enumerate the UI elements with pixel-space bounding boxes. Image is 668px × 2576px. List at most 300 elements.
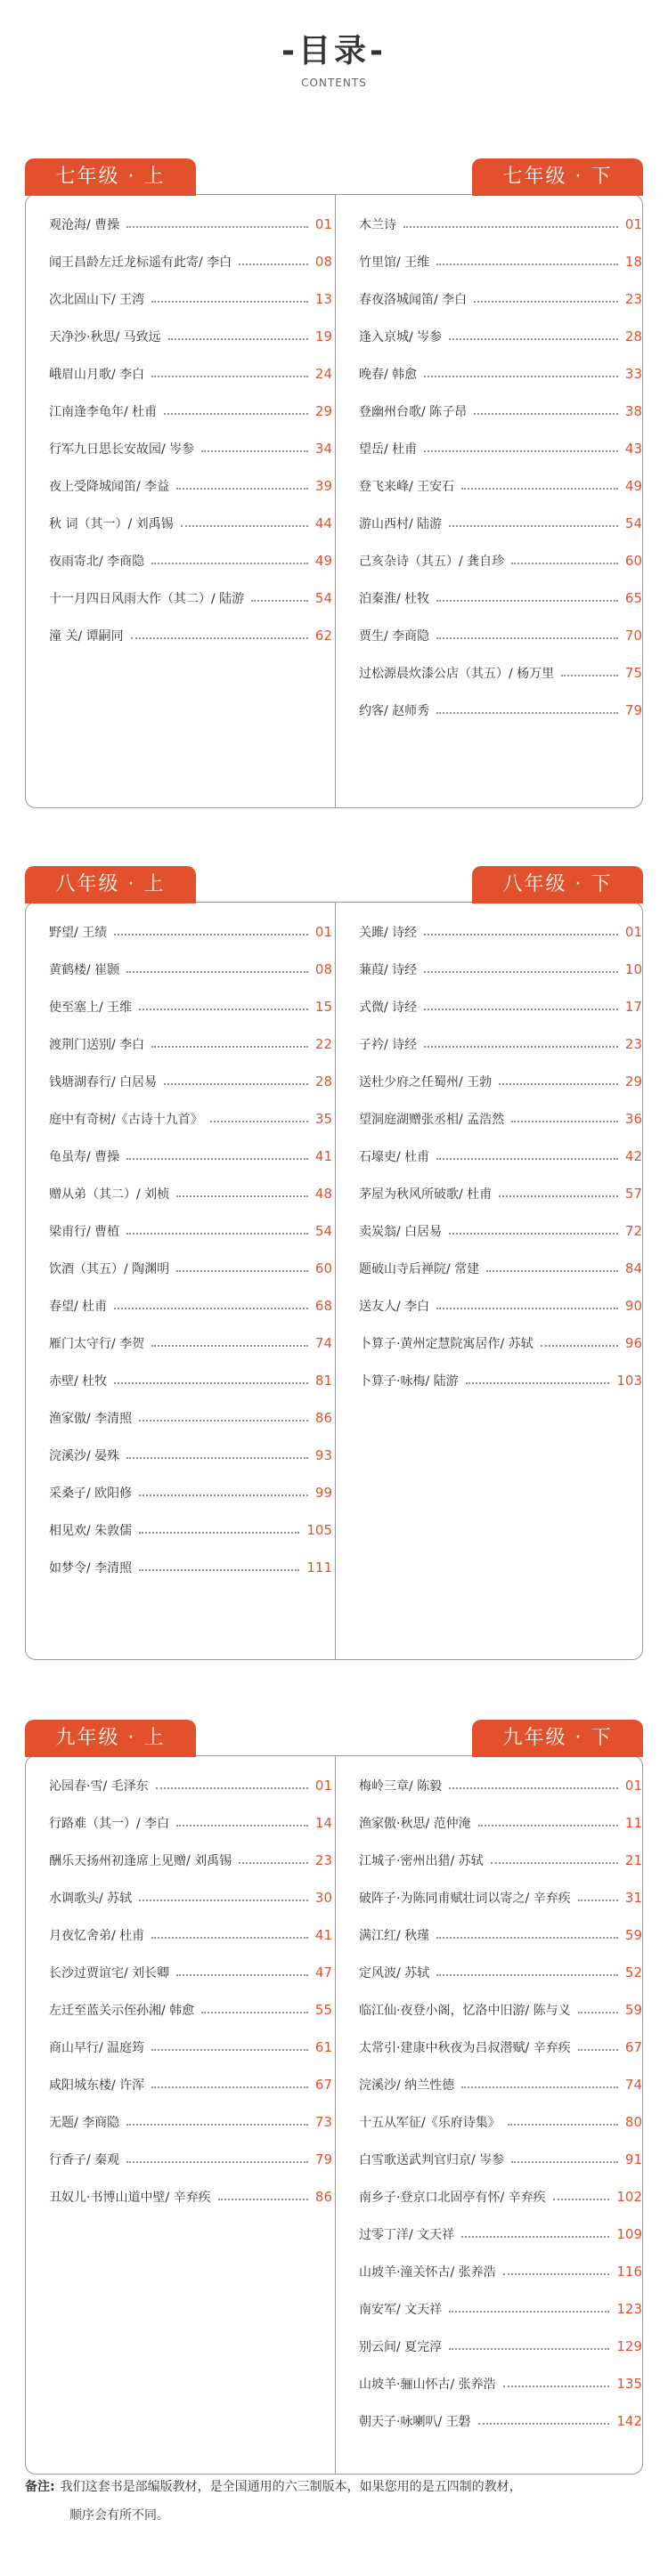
dot-leader	[436, 1158, 618, 1160]
toc-entry[interactable]	[49, 1446, 332, 1465]
toc-entry[interactable]	[359, 1146, 642, 1166]
page-number: 72	[624, 1223, 642, 1239]
toc-entry[interactable]	[359, 289, 642, 309]
dot-leader	[436, 600, 618, 602]
dot-leader	[139, 1532, 299, 1534]
dot-leader	[139, 1009, 308, 1010]
toc-entry[interactable]	[359, 1333, 642, 1353]
entry-title: 南乡子·登京口北固亭有怀/ 辛弃疾	[359, 2191, 546, 2205]
dot-leader	[436, 712, 618, 714]
page-number: 59	[624, 1927, 642, 1943]
toc-entry[interactable]	[49, 1813, 332, 1833]
toc-entry[interactable]	[359, 1963, 642, 1982]
dot-leader	[461, 2236, 609, 2238]
dot-leader	[251, 600, 308, 602]
dot-leader	[424, 376, 618, 377]
page-number: 01	[624, 1778, 642, 1794]
dot-leader	[491, 1862, 618, 1864]
entry-title: 逢入京城/ 岑参	[359, 330, 443, 344]
entry-title: 商山早行/ 温庭筠	[49, 2041, 145, 2055]
page-number: 65	[624, 590, 642, 606]
entry-title: 卜算子·咏梅/ 陆游	[359, 1374, 459, 1389]
page-number: 135	[616, 2376, 642, 2392]
entry-title: 浣溪沙/ 晏殊	[49, 1449, 120, 1463]
entry-title: 茅屋为秋风所破歌/ 杜甫	[359, 1187, 493, 1202]
toc-entry[interactable]	[49, 401, 332, 421]
entry-title: 过零丁洋/ 文天祥	[359, 2228, 455, 2242]
toc-entry[interactable]	[49, 1558, 332, 1577]
page-number: 68	[314, 1298, 332, 1314]
page-number: 24	[314, 366, 332, 382]
toc-entry[interactable]	[49, 1259, 332, 1278]
dot-leader	[151, 301, 308, 303]
page-number: 52	[624, 1964, 642, 1981]
toc-entry[interactable]	[359, 2112, 642, 2132]
toc-entry[interactable]	[49, 1776, 332, 1795]
dot-leader	[139, 1420, 308, 1422]
dot-leader	[511, 563, 618, 564]
page-number: 01	[314, 1778, 332, 1794]
page-number: 79	[624, 702, 642, 718]
dot-leader	[131, 637, 308, 639]
toc-entry[interactable]	[49, 2075, 332, 2094]
grade-tab-upper: 七年级 · 上	[25, 158, 196, 196]
toc-entry[interactable]	[359, 1851, 642, 1870]
dot-leader	[201, 2012, 308, 2013]
grade-tab-lower: 九年级 · 下	[472, 1720, 643, 1757]
toc-entry[interactable]	[359, 1221, 642, 1241]
toc-entry[interactable]	[49, 1184, 332, 1203]
toc-entry[interactable]	[49, 289, 332, 309]
page-number: 74	[314, 1335, 332, 1351]
page-number: 29	[624, 1073, 642, 1090]
dot-leader	[210, 1121, 308, 1122]
entry-title: 饮酒（其五）/ 陶渊明	[49, 1262, 170, 1276]
toc-entry[interactable]	[359, 1109, 642, 1129]
toc-entry[interactable]	[359, 2374, 642, 2394]
entry-title: 无题/ 李商隐	[49, 2116, 120, 2130]
entry-title: 赠从弟（其二）/ 刘桢	[49, 1187, 170, 1202]
toc-entry[interactable]	[49, 514, 332, 533]
toc-entry[interactable]	[359, 2000, 642, 2020]
dot-leader	[176, 1974, 308, 1976]
toc-entry[interactable]	[359, 701, 642, 720]
toc-entry[interactable]	[49, 1371, 332, 1390]
toc-entry[interactable]	[49, 2112, 332, 2132]
entry-title: 咸阳城东楼/ 许浑	[49, 2078, 145, 2093]
dot-leader	[181, 525, 308, 527]
toc-entry[interactable]	[359, 588, 642, 608]
entry-title: 雁门太守行/ 李贺	[49, 1337, 145, 1351]
dot-leader	[424, 1046, 618, 1048]
entry-title: 卜算子·黄州定慧院寓居作/ 苏轼	[359, 1337, 534, 1351]
page-number: 08	[314, 254, 332, 270]
column-divider	[335, 195, 336, 807]
toc-entry[interactable]	[49, 1109, 332, 1129]
page-number: 01	[314, 924, 332, 940]
entry-title: 渡荆门送别/ 李白	[49, 1038, 145, 1052]
page-number: 60	[624, 553, 642, 569]
toc-entry[interactable]	[49, 215, 332, 234]
toc-entry[interactable]	[49, 2037, 332, 2057]
dot-leader	[553, 2199, 610, 2200]
toc-entry[interactable]	[49, 1296, 332, 1316]
page-number: 08	[314, 961, 332, 977]
page-number: 86	[314, 1410, 332, 1426]
page-number: 62	[314, 628, 332, 644]
entry-title: 满江红/ 秋瑾	[359, 1929, 430, 1943]
toc-entry[interactable]	[49, 997, 332, 1017]
toc-entry[interactable]	[49, 2000, 332, 2020]
dot-leader	[449, 525, 618, 527]
dot-leader	[126, 2124, 308, 2126]
toc-entry[interactable]	[49, 1333, 332, 1353]
page-title: -目录-	[281, 33, 387, 69]
page-number: 44	[314, 515, 332, 531]
page-number: 67	[314, 2077, 332, 2093]
entry-title: 送杜少府之任蜀州/ 王勃	[359, 1075, 493, 1090]
dot-leader	[139, 1495, 308, 1496]
toc-entry[interactable]	[359, 2262, 642, 2281]
entry-title: 送友人/ 李白	[359, 1300, 430, 1314]
page-number: 70	[624, 628, 642, 644]
toc-entry[interactable]	[49, 922, 332, 942]
toc-entry[interactable]	[359, 2150, 642, 2169]
toc-entry[interactable]	[359, 1888, 642, 1908]
entry-title: 天净沙·秋思/ 马致远	[49, 330, 161, 344]
page-number: 19	[314, 328, 332, 344]
entry-title: 野望/ 王绩	[49, 926, 108, 940]
entry-title: 左迁至蓝关示侄孙湘/ 韩愈	[49, 2004, 195, 2018]
page-number: 30	[314, 1890, 332, 1906]
toc-entry[interactable]	[359, 2411, 642, 2431]
page-subtitle: CONTENTS	[301, 77, 367, 89]
toc-box	[25, 194, 643, 808]
entry-title: 行路难（其一）/ 李白	[49, 1817, 170, 1831]
toc-entry[interactable]	[359, 1813, 642, 1833]
page-number: 91	[624, 2151, 642, 2167]
dot-leader	[126, 971, 308, 973]
dot-leader	[578, 1900, 618, 1901]
toc-entry[interactable]	[359, 1296, 642, 1316]
toc-entry[interactable]	[49, 960, 332, 979]
toc-entry[interactable]	[359, 401, 642, 421]
dot-leader	[201, 450, 308, 452]
toc-entry[interactable]	[359, 327, 642, 346]
page-number: 105	[306, 1522, 332, 1538]
dot-leader	[578, 2049, 618, 2051]
toc-entry[interactable]	[49, 1483, 332, 1503]
dot-leader	[176, 1825, 308, 1827]
dot-leader	[541, 1345, 618, 1347]
toc-entry[interactable]	[359, 922, 642, 942]
dot-leader	[508, 2124, 618, 2126]
entry-title: 登幽州台歌/ 陈子昂	[359, 405, 468, 419]
page-number: 99	[314, 1485, 332, 1501]
toc-entry[interactable]	[49, 1520, 332, 1540]
toc-entry[interactable]	[359, 1371, 642, 1390]
page-number: 29	[314, 403, 332, 419]
entry-title: 酬乐天扬州初逢席上见赠/ 刘禹锡	[49, 1854, 232, 1868]
entry-title: 子衿/ 诗经	[359, 1038, 418, 1052]
grade-tab-lower: 七年级 · 下	[472, 158, 643, 196]
entry-title: 龟虽寿/ 曹操	[49, 1150, 120, 1164]
dot-leader	[139, 1900, 308, 1901]
entry-title: 望洞庭湖赠张丞相/ 孟浩然	[359, 1113, 505, 1127]
dot-leader	[449, 1787, 618, 1789]
entry-title: 采桑子/ 欧阳修	[49, 1486, 133, 1501]
toc-section-1	[25, 158, 643, 808]
dot-leader	[126, 1457, 308, 1459]
dot-leader	[499, 1083, 618, 1085]
toc-entry[interactable]	[49, 1034, 332, 1054]
toc-entry[interactable]	[359, 1184, 642, 1203]
page-number: 17	[624, 999, 642, 1015]
entry-title: 江城子·密州出猎/ 苏轼	[359, 1854, 484, 1868]
toc-entry[interactable]	[49, 327, 332, 346]
dot-leader	[449, 338, 618, 340]
toc-entry[interactable]	[49, 1925, 332, 1945]
toc-entry[interactable]	[359, 364, 642, 384]
entry-title: 题破山寺后禅院/ 常建	[359, 1262, 480, 1276]
toc-entry[interactable]	[359, 439, 642, 458]
dot-leader	[578, 2012, 618, 2013]
dot-leader	[449, 2311, 609, 2313]
entry-title: 南安军/ 文天祥	[359, 2303, 443, 2317]
grade-tab-upper: 九年级 · 上	[25, 1720, 196, 1757]
page-number: 34	[314, 441, 332, 457]
page-number: 23	[624, 1036, 642, 1052]
dot-leader	[449, 2348, 609, 2350]
entry-title: 梅岭三章/ 陈毅	[359, 1779, 443, 1794]
dot-leader	[156, 1787, 308, 1789]
toc-entry[interactable]	[49, 1963, 332, 1982]
toc-entry[interactable]	[359, 1259, 642, 1278]
dot-leader	[424, 1009, 618, 1010]
toc-entry[interactable]	[49, 2150, 332, 2169]
page-number: 96	[624, 1335, 642, 1351]
dot-leader	[239, 1862, 308, 1864]
toc-entry[interactable]	[359, 476, 642, 496]
dot-leader	[474, 413, 618, 415]
page-number: 103	[616, 1373, 642, 1389]
toc-entry[interactable]	[49, 1888, 332, 1908]
entry-title: 临江仙·夜登小阁，忆洛中旧游/ 陈与义	[359, 2004, 571, 2018]
footnote	[25, 2473, 643, 2530]
page-number: 54	[624, 515, 642, 531]
toc-section-3	[25, 1720, 643, 2475]
toc-entry[interactable]	[359, 2299, 642, 2319]
page-number: 73	[314, 2114, 332, 2130]
toc-entry[interactable]	[359, 1072, 642, 1091]
entry-title: 约客/ 赵师秀	[359, 704, 430, 718]
entry-title: 行香子/ 秦观	[49, 2153, 120, 2167]
toc-entry[interactable]	[359, 215, 642, 234]
page-number: 41	[314, 1148, 332, 1164]
page-number: 15	[314, 999, 332, 1015]
dot-leader	[114, 934, 308, 936]
toc-entry[interactable]	[359, 1925, 642, 1945]
page-number: 59	[624, 2002, 642, 2018]
page-number: 28	[314, 1073, 332, 1090]
page-number: 18	[624, 254, 642, 270]
page-number: 42	[624, 1148, 642, 1164]
page-number: 81	[314, 1373, 332, 1389]
dot-leader	[436, 637, 618, 639]
dot-leader	[478, 2423, 610, 2425]
toc-entry[interactable]	[49, 1221, 332, 1241]
page-number: 61	[314, 2039, 332, 2055]
entry-title: 春夜洛城闻笛/ 李白	[359, 293, 468, 307]
dot-leader	[168, 338, 308, 340]
page-number: 13	[314, 291, 332, 307]
entry-title: 黄鹤楼/ 崔颢	[49, 963, 120, 977]
entry-title: 使至塞上/ 王维	[49, 1000, 133, 1015]
page-number: 102	[616, 2189, 642, 2205]
dot-leader	[561, 675, 618, 676]
toc-entry[interactable]	[359, 997, 642, 1017]
entry-title: 过松源晨炊漆公店（其五）/ 杨万里	[359, 667, 555, 681]
grade-tab-lower: 八年级 · 下	[472, 866, 643, 903]
entry-title: 晚春/ 韩愈	[359, 368, 418, 382]
page-number: 10	[624, 961, 642, 977]
column-divider	[335, 1756, 336, 2474]
page-number: 54	[314, 1223, 332, 1239]
entry-title: 游山西村/ 陆游	[359, 517, 443, 531]
entry-title: 闻王昌龄左迁龙标遥有此寄/ 李白	[49, 255, 232, 270]
dot-leader	[126, 1158, 308, 1160]
toc-entry[interactable]	[49, 1072, 332, 1091]
dot-leader	[503, 2273, 610, 2275]
dot-leader	[503, 2386, 610, 2387]
page-number: 67	[624, 2039, 642, 2055]
toc-entry[interactable]	[359, 626, 642, 645]
toc-entry[interactable]	[359, 2337, 642, 2356]
toc-entry[interactable]	[359, 960, 642, 979]
page-number: 84	[624, 1260, 642, 1276]
dot-leader	[164, 413, 308, 415]
page-number: 01	[314, 216, 332, 232]
toc-entry[interactable]	[49, 252, 332, 271]
page-number: 129	[616, 2338, 642, 2354]
page-number: 14	[314, 1815, 332, 1831]
dot-leader	[466, 1382, 610, 1384]
toc-entry[interactable]	[49, 1146, 332, 1166]
dot-leader	[436, 263, 618, 265]
dot-leader	[126, 2161, 308, 2163]
toc-entry[interactable]	[49, 588, 332, 608]
dot-leader	[511, 1121, 618, 1122]
entry-title: 山坡羊·骊山怀古/ 张养浩	[359, 2378, 496, 2392]
page-number: 31	[624, 1890, 642, 1906]
entry-title: 水调歌头/ 苏轼	[49, 1891, 133, 1906]
entry-title: 夜雨寄北/ 李商隐	[49, 555, 145, 569]
entry-title: 江南逢李龟年/ 杜甫	[49, 405, 158, 419]
page-number: 11	[624, 1815, 642, 1831]
entry-title: 赤壁/ 杜牧	[49, 1374, 108, 1389]
toc-entry[interactable]	[359, 252, 642, 271]
page-number: 39	[314, 478, 332, 494]
entry-title: 如梦令/ 李清照	[49, 1561, 133, 1576]
footnote-label: 备注:	[25, 2480, 55, 2494]
page-number: 48	[314, 1186, 332, 1202]
dot-leader	[424, 971, 618, 973]
entry-title: 登飞来峰/ 王安石	[359, 480, 455, 494]
toc-entry[interactable]	[49, 626, 332, 645]
entry-title: 式微/ 诗经	[359, 1000, 418, 1015]
page-number: 33	[624, 366, 642, 382]
page-number: 23	[314, 1852, 332, 1868]
column-divider	[335, 903, 336, 1659]
dot-leader	[436, 1937, 618, 1939]
entry-title: 石壕吏/ 杜甫	[359, 1150, 430, 1164]
footnote-line-2: 顺序会有所不同。	[69, 2508, 169, 2523]
dot-leader	[478, 1825, 618, 1827]
page-number: 80	[624, 2114, 642, 2130]
dot-leader	[486, 1270, 618, 1272]
page-number: 75	[624, 665, 642, 681]
entry-title: 钱塘湖春行/ 白居易	[49, 1075, 158, 1090]
entry-title: 梁甫行/ 曹植	[49, 1225, 120, 1239]
toc-entry[interactable]	[359, 2075, 642, 2094]
entry-title: 贾生/ 李商隐	[359, 629, 430, 644]
page-number: 60	[314, 1260, 332, 1276]
dot-leader	[461, 2086, 618, 2088]
toc-entry[interactable]	[359, 2187, 642, 2207]
entry-title: 望岳/ 杜甫	[359, 442, 418, 457]
entry-title: 丑奴儿·书博山道中壁/ 辛弃疾	[49, 2191, 211, 2205]
toc-entry[interactable]	[49, 1408, 332, 1428]
toc-entry[interactable]	[49, 476, 332, 496]
toc-entry[interactable]	[49, 551, 332, 571]
grade-tab-upper: 八年级 · 上	[25, 866, 196, 903]
dot-leader	[114, 1308, 308, 1309]
dot-leader	[151, 2049, 308, 2051]
page-number: 21	[624, 1852, 642, 1868]
page-number: 90	[624, 1298, 642, 1314]
entry-title: 秋 词（其一）/ 刘禹锡	[49, 517, 174, 531]
entry-title: 山坡羊·潼关怀古/ 张养浩	[359, 2265, 496, 2280]
page-number: 01	[624, 216, 642, 232]
entry-title: 浣溪沙/ 纳兰性德	[359, 2078, 455, 2093]
toc-entry[interactable]	[359, 1034, 642, 1054]
toc-entry[interactable]	[49, 439, 332, 458]
dot-leader	[126, 226, 308, 228]
toc-entry[interactable]	[359, 2037, 642, 2057]
toc-entry[interactable]	[359, 551, 642, 571]
page-number: 49	[314, 553, 332, 569]
page-number: 41	[314, 1927, 332, 1943]
entry-title: 破阵子·为陈同甫赋壮词以寄之/ 辛弃疾	[359, 1891, 571, 1906]
dot-leader	[511, 2161, 618, 2163]
dot-leader	[461, 488, 618, 490]
toc-entry[interactable]	[359, 2224, 642, 2244]
toc-entry[interactable]	[359, 514, 642, 533]
dot-leader	[176, 1270, 308, 1272]
toc-entry[interactable]	[359, 1776, 642, 1795]
page-number: 123	[616, 2301, 642, 2317]
entry-title: 十五从军征/《乐府诗集》	[359, 2116, 501, 2130]
toc-entry[interactable]	[49, 2187, 332, 2207]
toc-entry[interactable]	[359, 663, 642, 683]
entry-title: 长沙过贾谊宅/ 刘长卿	[49, 1966, 170, 1981]
page-number: 74	[624, 2077, 642, 2093]
page-number: 57	[624, 1186, 642, 1202]
page-number: 49	[624, 478, 642, 494]
entry-title: 渔家傲·秋思/ 范仲淹	[359, 1817, 471, 1831]
toc-entry[interactable]	[49, 364, 332, 384]
toc-entry[interactable]	[49, 1851, 332, 1870]
